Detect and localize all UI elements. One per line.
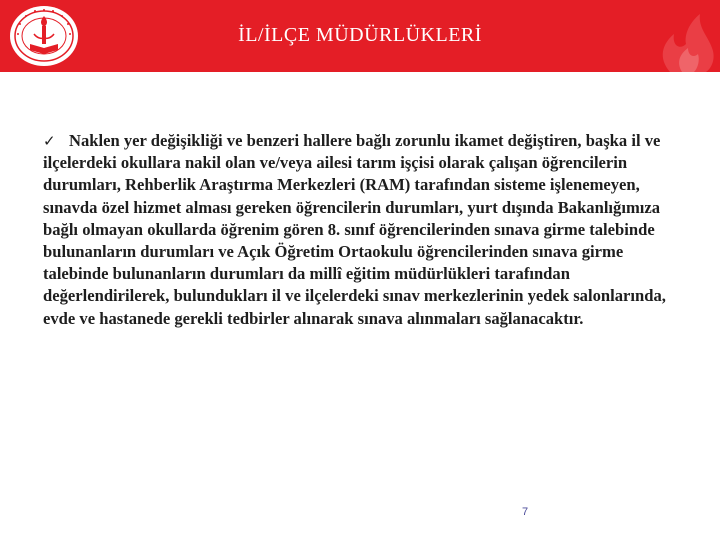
paragraph-text: Naklen yer değişikliği ve benzeri hallere bağlı zorunlu ikamet değiştiren, başka il ve ilçelerdeki okullara nakil olan ve/veya ailesi tarım işçisi olarak çalışan öğrencilerin durumları, Rehberlik Araştırma Merkezleri (RAM) tarafından sisteme işlenemeyen, sınavda özel hizmet alması gereken öğrencilerin durumları, yurt dışında Bakanlığımıza bağlı olmayan okullarda öğrenim gören 8. sınıf öğrencilerinden sınava girme talebinde bulunanların durumları ve Açık Öğretim Ortaokulu öğrencilerinden sınava girme talebinde bulunanların durumları da millî eğitim müdürlükleri tarafından değerlendirilerek, bulundukları il ve ilçelerdeki sınav merkezlerinin yedek salonlarında, evde ve hastanede gerekli tedbirler alınarak sınava alınmaları sağlanacaktır. [43,131,666,328]
page-title: İL/İLÇE MÜDÜRLÜKLERİ [238,24,482,46]
flame-decoration-icon [600,0,720,72]
page-number: 7 [521,506,529,518]
main-paragraph [43,130,671,330]
header-bar [0,0,720,72]
checkmark-icon: ✓ [43,132,56,150]
